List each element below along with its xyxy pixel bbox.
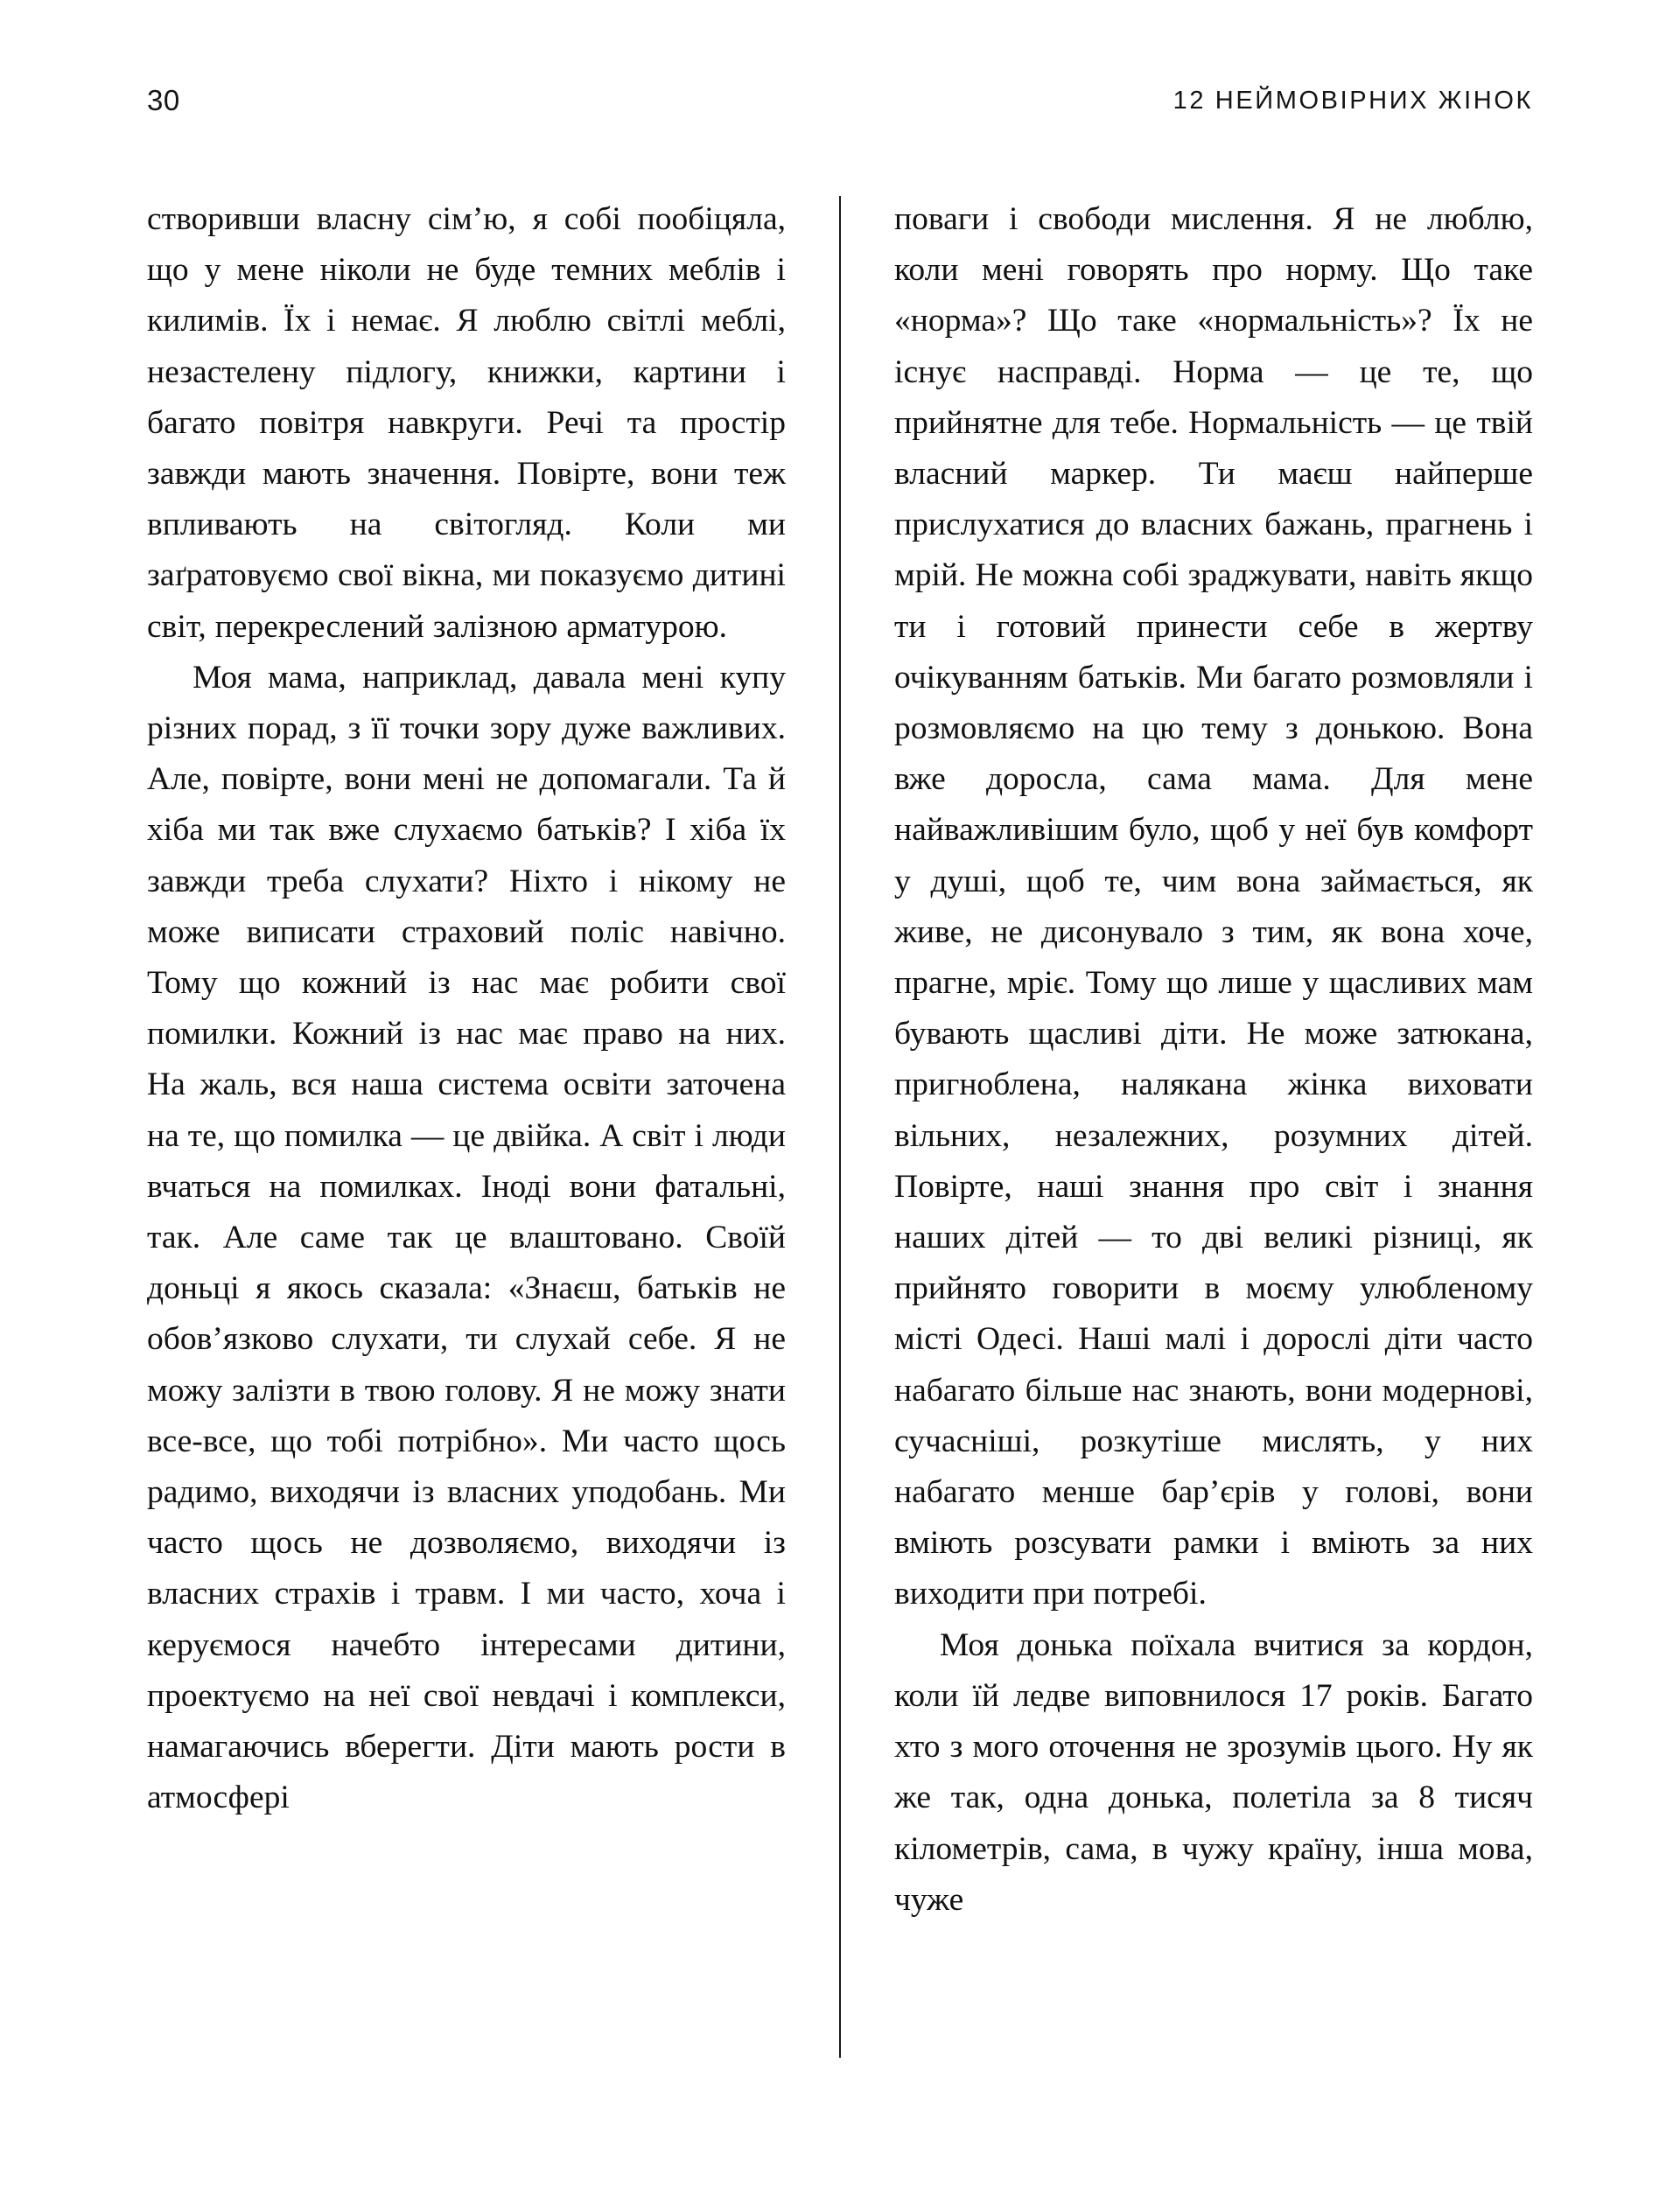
paragraph: створивши власну сім’ю, я собі пообіцяла, що у мене ніколи не буде темних меблів і килимів. Їх і немає. Я люблю світлі меблі, незастелену підлогу, книжки, картини і багато повітря навкруги. Речі та простір завжди мають значення. Повірте, вони теж впливають на світогляд. Коли ми заґратовуємо свої вікна, ми показуємо дитині світ, перекреслений залізною арматурою.	[147, 201, 786, 645]
column-divider-rule	[839, 196, 841, 2058]
text-body	[147, 194, 1533, 2084]
book-title: 12 НЕЙМОВІРНИХ ЖІНОК	[1172, 87, 1533, 115]
running-header	[147, 84, 1533, 124]
right-column	[894, 194, 1533, 2084]
paragraph: Моя мама, наприклад, давала мені купу різних порад, з її точки зору дуже важливих. Але, повірте, вони мені не допомагали. Та й хіба ми так вже слухаємо батьків? І хіба їх завжди треба слухати? Ніхто і нікому не може виписати страховий поліс навічно. Тому що кожний із нас має робити свої помилки. Кожний із нас має право на них. На жаль, вся наша система освіти заточена на те, що помилка — це двійка. А світ і люди вчаться на помилках. Іноді вони фатальні, так. Але саме так це влаштовано. Своїй доньці я якось сказала: «Знаєш, батьків не обов’язково слухати, ти слухай себе. Я не можу залізти в твою голову. Я не можу знати все-все, що тобі потрібно». Ми часто щось радимо, виходячи із власних уподобань. Ми часто щось не дозволяємо, виходячи із власних страхів і травм. І ми часто, хоча і керуємося начебто інтересами дитини, проектуємо на неї свої невдачі і комплекси, намагаючись вберегти. Діти мають рости в атмосфері	[147, 659, 786, 1816]
paragraph: поваги і свободи мислення. Я не люблю, коли мені говорять про норму. Що таке «норма»? Що таке «нормальність»? Їх не існує насправді. Норма — це те, що прийнятне для тебе. Нормальність — це твій власний маркер. Ти маєш найперше прислухатися до власних бажань, прагнень і мрій. Не можна собі зраджувати, навіть якщо ти і готовий принести себе в жертву очікуванням батьків. Ми багато розмовляли і розмовляємо на цю тему з донькою. Вона вже доросла, сама мама. Для мене найважливішим було, щоб у неї був комфорт у душі, щоб те, чим вона займається, як живе, не дисонувало з тим, як вона хоче, прагне, мріє. Тому що лише у щасливих мам бувають щасливі діти. Не може затюкана, пригноблена, налякана жінка виховати вільних, незалежних, розумних дітей. Повірте, наші знання про світ і знання наших дітей — то дві великі різниці, як прийнято говорити в моєму улюбленому місті Одесі. Наші малі і дорослі діти часто набагато більше нас знають, вони модернові, сучасніші, розкутіше мислять, у них набагато менше бар’єрів у голові, вони вміють розсувати рамки і вміють за них виходити при потребі.	[894, 201, 1533, 1612]
left-column	[147, 194, 786, 2084]
page-number: 30	[147, 84, 180, 116]
paragraph: Моя донька поїхала вчитися за кордон, коли їй ледве виповнилося 17 років. Багато хто з мого оточення не зрозумів цього. Ну як же так, одна донька, полетіла за 8 тисяч кілометрів, сама, в чужу країну, інша мова, чуже	[894, 1626, 1533, 1918]
